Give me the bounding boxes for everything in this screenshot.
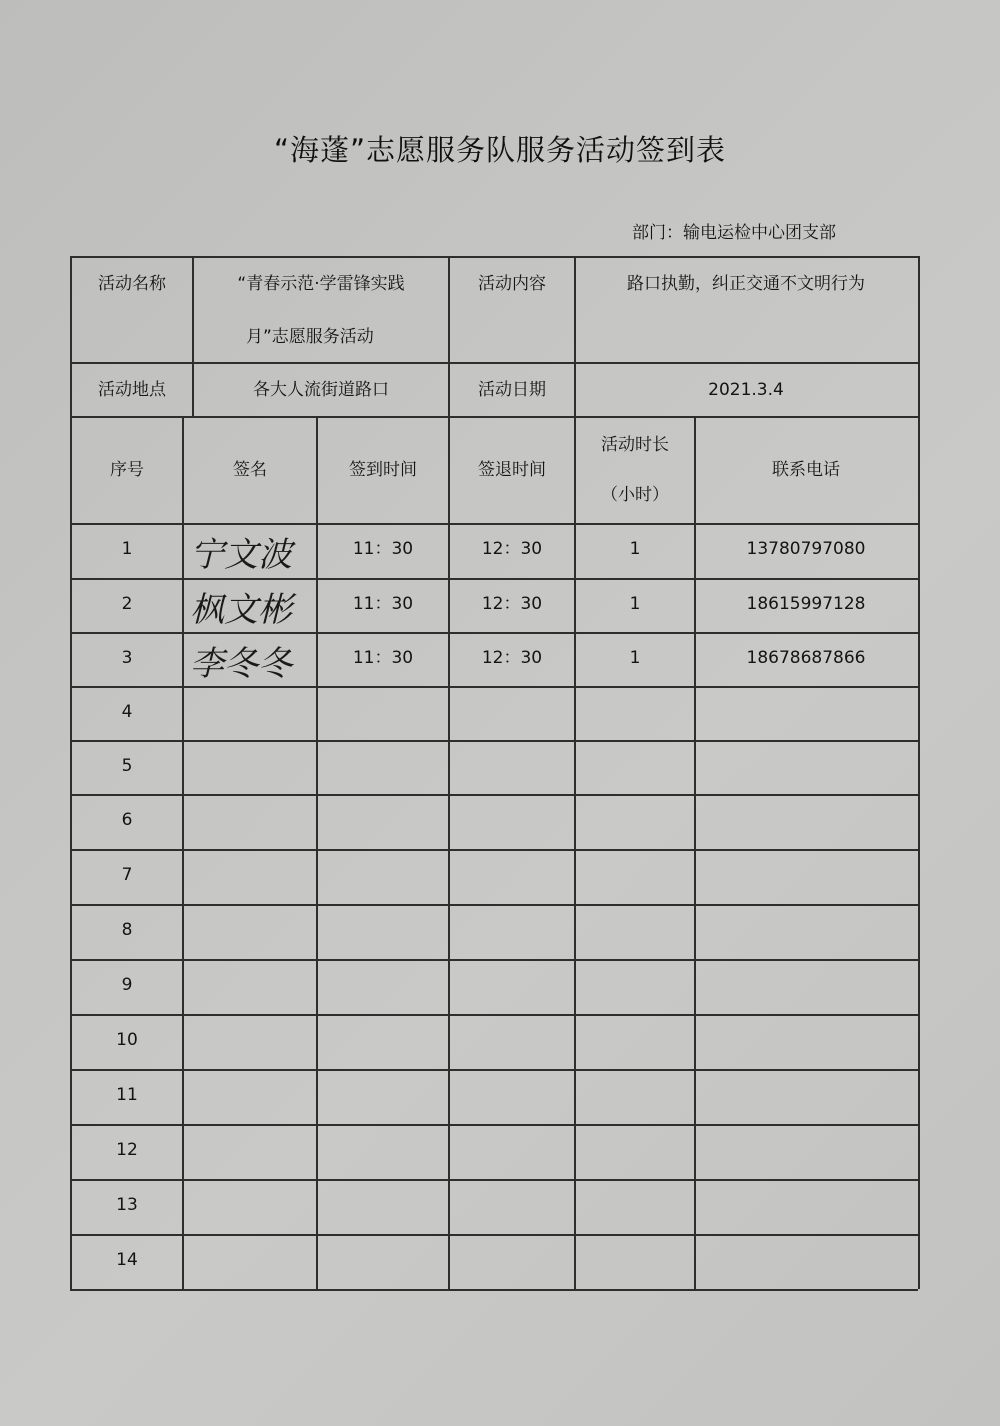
- table-rule: [70, 794, 918, 796]
- activity-name-line2: 月”志愿服务活动: [246, 327, 374, 347]
- table-rule: [70, 1289, 918, 1291]
- activity-name-line1: “青春示范·学雷锋实践: [237, 274, 405, 294]
- row-phone: 18678687866: [746, 648, 866, 668]
- row-no: 1: [121, 539, 133, 559]
- header-duration-line2: （小时）: [601, 485, 669, 505]
- row-no: 12: [116, 1140, 138, 1160]
- table-rule: [70, 416, 918, 418]
- location-value: 各大人流街道路口: [253, 380, 389, 400]
- table-rule: [70, 256, 918, 258]
- row-no: 6: [121, 810, 133, 830]
- header-duration-line1: 活动时长: [601, 435, 669, 455]
- table-rule: [70, 959, 918, 961]
- handwritten-signature: 宁文波: [190, 535, 292, 575]
- row-no: 2: [121, 594, 133, 614]
- table-rule: [70, 1234, 918, 1236]
- row-no: 5: [121, 756, 133, 776]
- row-phone: 18615997128: [746, 594, 866, 614]
- department-label: 部门：输电运检中心团支部: [632, 223, 836, 243]
- table-rule: [70, 740, 918, 742]
- row-no: 10: [116, 1030, 138, 1050]
- row-no: 4: [121, 702, 133, 722]
- header-no: 序号: [110, 460, 144, 480]
- row-checkout: 12：30: [481, 648, 543, 668]
- header-checkin: 签到时间: [349, 460, 417, 480]
- handwritten-signature: 枫文彬: [190, 590, 292, 630]
- table-rule: [70, 904, 918, 906]
- activity-name-label: 活动名称: [98, 274, 166, 294]
- table-rule: [70, 578, 918, 580]
- table-rule: [70, 362, 918, 364]
- row-phone: 13780797080: [746, 539, 866, 559]
- table-rule: [182, 416, 184, 1289]
- row-no: 13: [116, 1195, 138, 1215]
- handwritten-signature: 李冬冬: [190, 644, 292, 684]
- row-duration: 1: [629, 539, 641, 559]
- row-no: 7: [121, 865, 133, 885]
- activity-content-value: 路口执勤，纠正交通不文明行为: [627, 274, 865, 294]
- header-checkout: 签退时间: [478, 460, 546, 480]
- table-rule: [70, 632, 918, 634]
- row-no: 11: [116, 1085, 138, 1105]
- header-signature: 签名: [233, 460, 267, 480]
- row-no: 3: [121, 648, 133, 668]
- row-no: 14: [116, 1250, 138, 1270]
- row-no: 9: [121, 975, 133, 995]
- table-rule: [70, 1124, 918, 1126]
- row-checkin: 11：30: [352, 648, 414, 668]
- row-duration: 1: [629, 594, 641, 614]
- table-rule: [70, 1014, 918, 1016]
- row-duration: 1: [629, 648, 641, 668]
- row-checkout: 12：30: [481, 594, 543, 614]
- row-checkout: 12：30: [481, 539, 543, 559]
- location-label: 活动地点: [98, 380, 166, 400]
- table-rule: [70, 1179, 918, 1181]
- table-rule: [70, 1069, 918, 1071]
- activity-content-label: 活动内容: [478, 274, 546, 294]
- row-checkin: 11：30: [352, 539, 414, 559]
- date-label: 活动日期: [478, 380, 546, 400]
- header-phone: 联系电话: [772, 460, 840, 480]
- table-rule: [70, 686, 918, 688]
- table-border-right: [918, 256, 920, 1289]
- date-value: 2021.3.4: [708, 380, 784, 400]
- table-rule: [70, 849, 918, 851]
- row-checkin: 11：30: [352, 594, 414, 614]
- row-no: 8: [121, 920, 133, 940]
- form-title: “海蓬”志愿服务队服务活动签到表: [273, 133, 727, 167]
- table-rule: [70, 523, 918, 525]
